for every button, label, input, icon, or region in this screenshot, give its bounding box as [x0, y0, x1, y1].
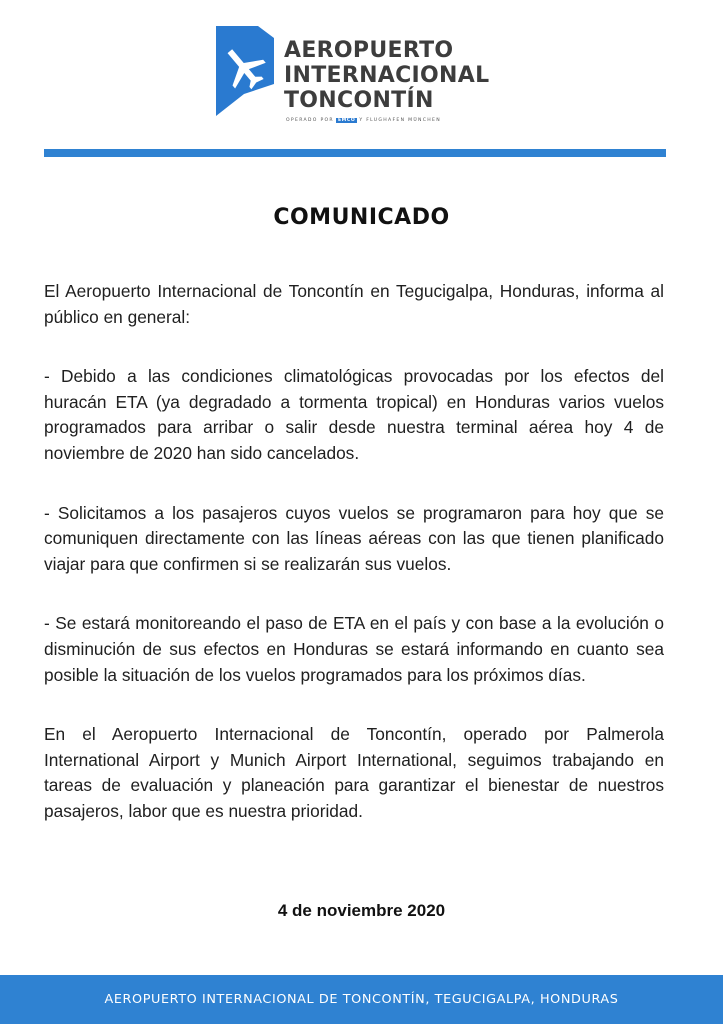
header — [0, 0, 723, 145]
paragraph-monitoring: - Se estará monitoreando el paso de ETA en el país y con base a la evolución o disminución de sus efectos en Honduras se estará informando en cuanto sea posible la situación de los vuelos programados para los próximos días. — [44, 613, 664, 685]
footer-text: AEROPUERTO INTERNACIONAL DE TONCONTÍN, TEGUCIGALPA, HONDURAS — [104, 992, 619, 1007]
airport-logo-wordmark — [284, 38, 489, 113]
airport-logo-icon — [214, 24, 276, 118]
paragraph-closing: En el Aeropuerto Internacional de Toncontín, operado por Palmerola International Airport y Munich Airport International, seguimos trabajando en tareas de evaluación y planeación para garantizar el bienestar de nuestros pasajeros, labor que es nuestra prioridad. — [44, 724, 664, 821]
logo-line-2: INTERNACIONAL — [284, 63, 490, 88]
logo-operator-tagline — [286, 118, 441, 124]
header-divider-bar — [44, 149, 666, 157]
tagline-suffix: Y FLUGHAFEN MÜNCHEN — [359, 118, 441, 123]
emco-badge: EMCO — [337, 118, 356, 123]
paragraph-cancellations: - Debido a las condiciones climatológicas provocadas por los efectos del huracán ETA (ya degradado a tormenta tropical) en Honduras varios vuelos programados para arribar o salir desde nuestra terminal aérea hoy 4 de noviembre de 2020 han sido cancelados. — [44, 366, 664, 463]
footer-bar — [0, 975, 723, 1024]
communique-body — [44, 279, 664, 859]
communique-date: 4 de noviembre 2020 — [277, 901, 446, 920]
tagline-prefix: OPERADO POR — [286, 118, 334, 123]
paragraph-passenger-request: - Solicitamos a los pasajeros cuyos vuelos se programaron para hoy que se comuniquen directamente con las líneas aéreas con las que tienen planificado viajar para que confirmen si se realizarán sus vuelos. — [44, 502, 664, 574]
logo-line-3: TONCONTÍN — [284, 88, 434, 113]
paragraph-intro: El Aeropuerto Internacional de Toncontín en Tegucigalpa, Honduras, informa al público en general: — [44, 281, 664, 327]
page-title: COMUNICADO — [273, 205, 450, 230]
logo-line-1: AEROPUERTO — [284, 38, 454, 63]
